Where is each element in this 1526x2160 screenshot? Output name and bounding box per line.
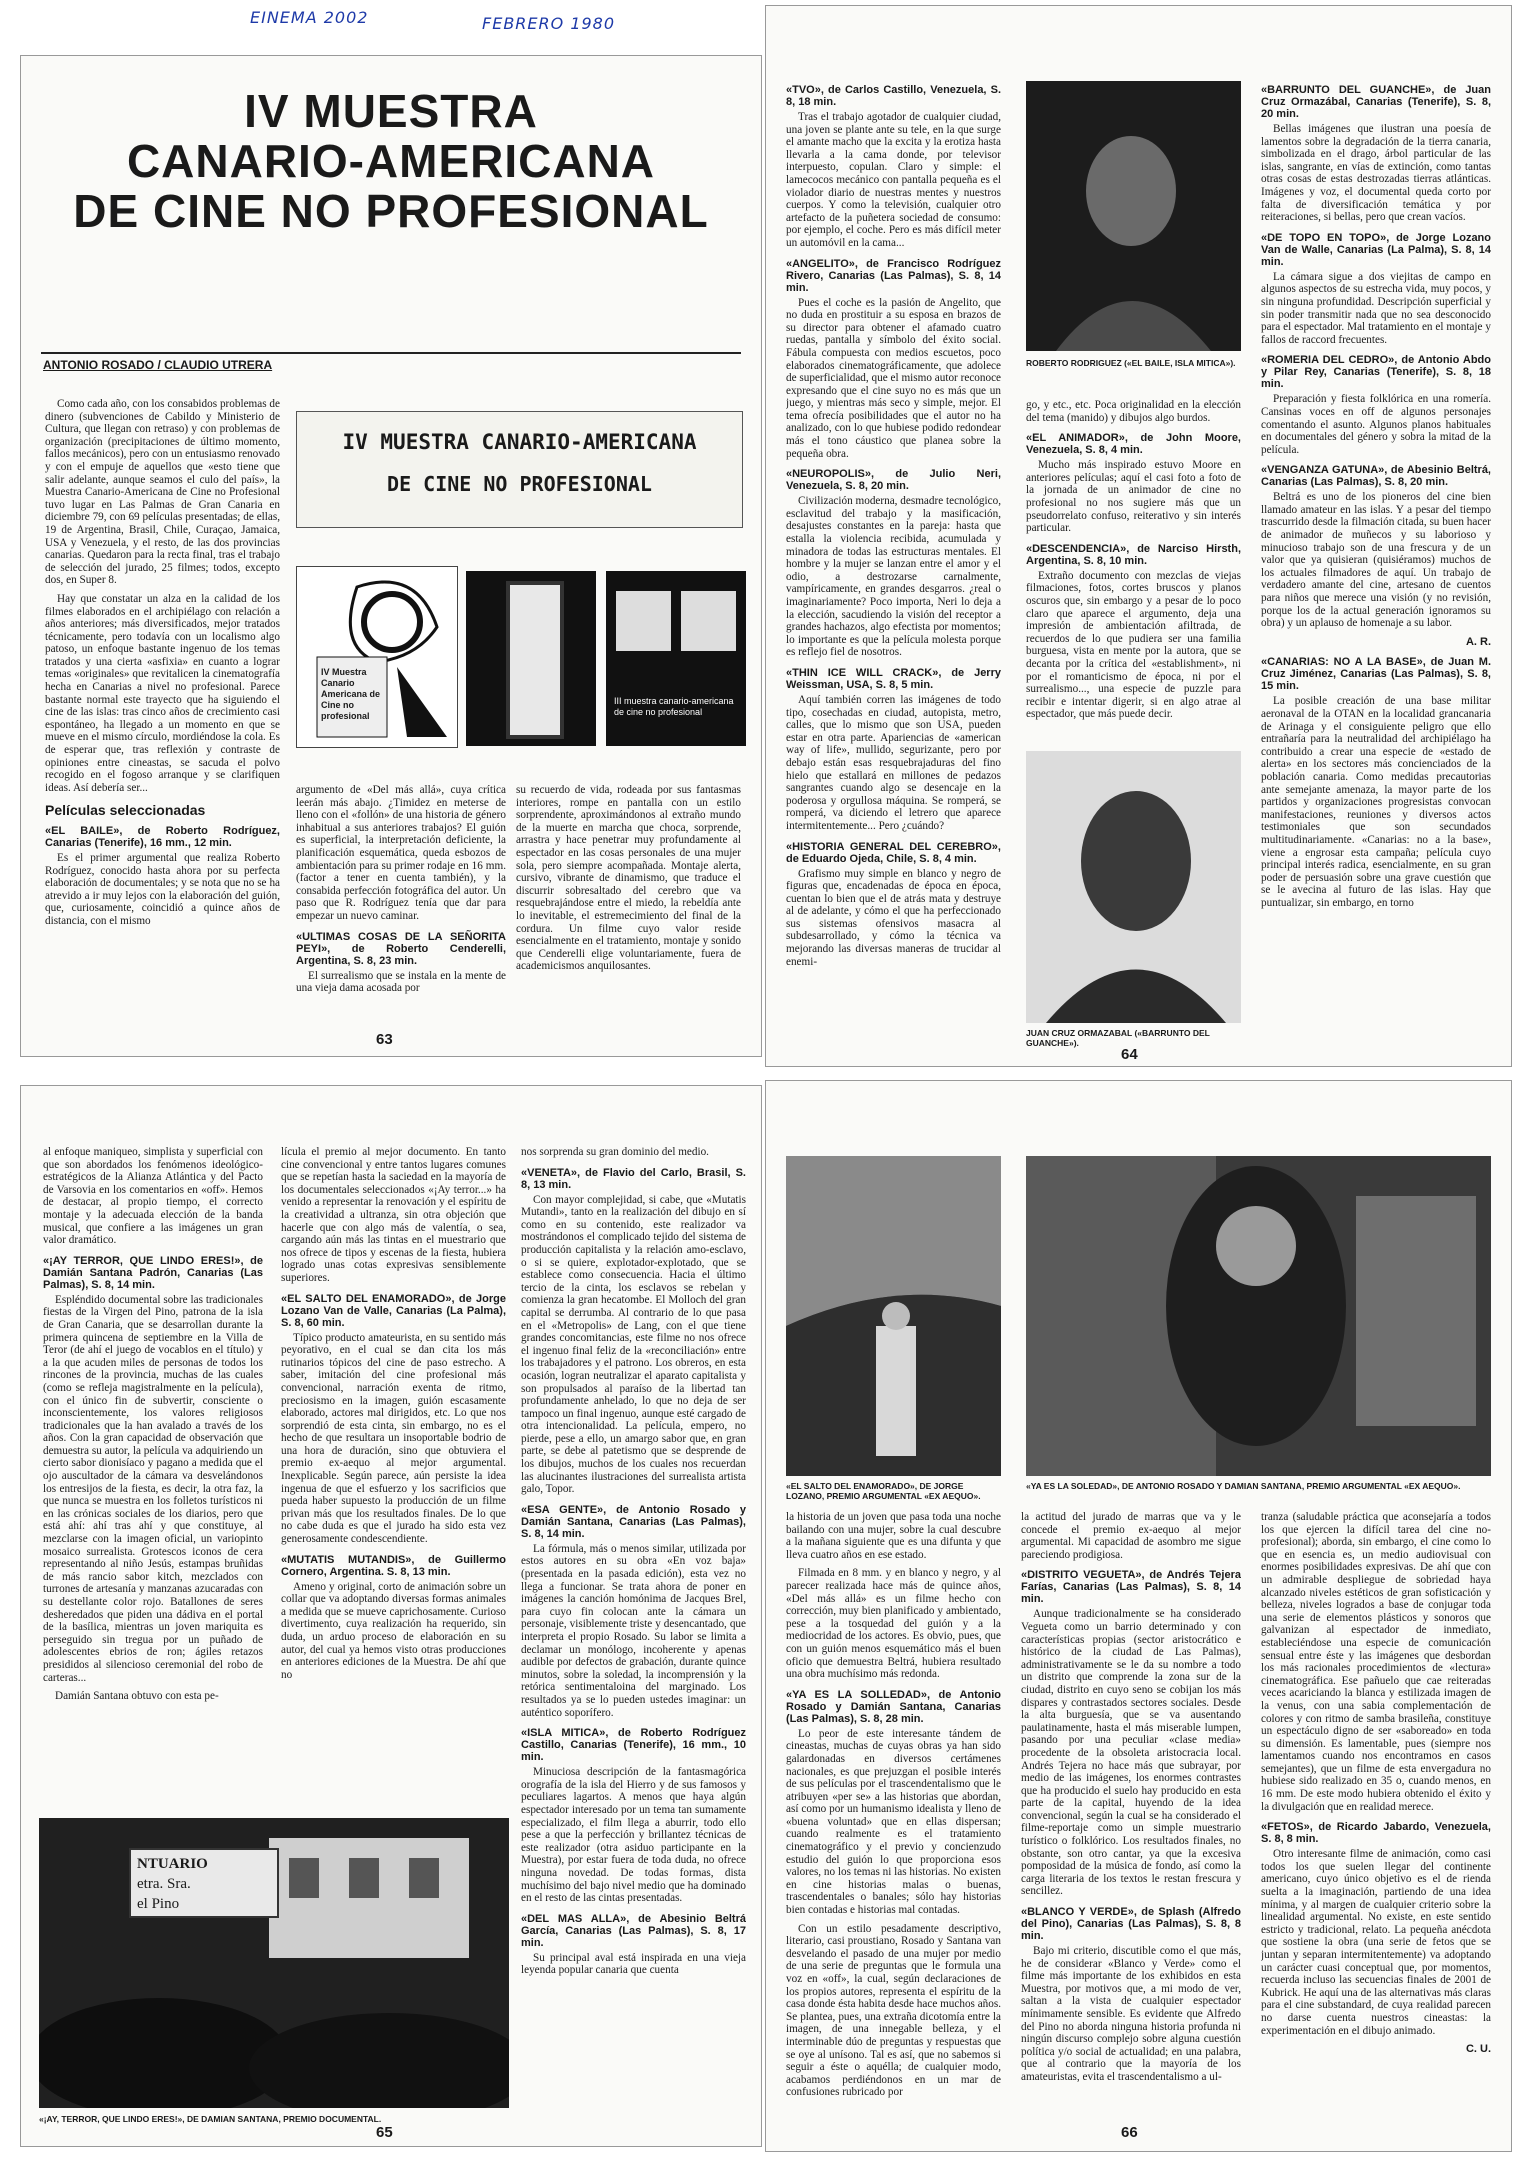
intro-paragraph: Hay que constatar un alza en la calidad de los filmes elaborados en el archipiélago con relación a años anteriores; más diversificados, mejor tratados técnicamente, pero todavía con un localismo algo patoso, un enfoque bastante ingenuo de los temas tratados y una cierta «asfixia» en cuanto a lograr temas «originales» que revitalicen la cinematografía hecha en Canarias a nivel no profesional. Parece bastante normal este trayecto que ha siguiendo el cine de las islas: tras cinco años de crecimiento casi espontáneo, ha llegado a un momento en que se mueve en el mismo círculo, mordiéndose la cola. Es de esperar que, tras reflexión y contraste de opiniones entre cineastas, se sacuda el polvo recogido en el fogoso arranque y se clarifiquen ideas. Así debería ser... <box>45 592 280 794</box>
review-heading: «ANGELITO», de Francisco Rodríguez Rivero, Canarias (Las Palmas), S. 8, 14 min. <box>786 257 1001 294</box>
review-text: El surrealismo que se instala en la mente de una vieja dama acosada por <box>296 969 506 995</box>
review-heading: «DESCENDENCIA», de Narciso Hirsth, Argentina, S. 8, 10 min. <box>1026 542 1241 567</box>
review-heading: «TVO», de Carlos Castillo, Venezuela, S. 8, 18 min. <box>786 84 1001 108</box>
portrait-illustration <box>1026 751 1241 1023</box>
article-column-2 <box>1026 399 1241 744</box>
portrait-photo-roberto-rodriguez <box>1026 81 1241 351</box>
poster-image-3 <box>606 571 746 746</box>
portrait-illustration <box>1026 81 1241 351</box>
poster-title-line-1: IV MUESTRA CANARIO-AMERICANA <box>342 430 697 454</box>
church-sign-line: NTUARIO <box>137 1856 208 1872</box>
church-sign-line: el Pino <box>137 1896 180 1912</box>
review-text: lícula el premio al mejor documento. En tanto cine convencional y entre tantos lugares comunes que se repetían hasta la saciedad en la mayoría de los documentales seleccionados «¡Ay terror...» ha venido a representar la renovación y el espíritu de la creatividad a ultranza, sin otra objeción que hacerle que con algo más de valentía, o sea, cargando aún más las tintas en el muestrario que nos ofrece de tipos y escenas de la fiesta, hubiera logrado unas cotas expresivas sensiblemente superiores. <box>281 1146 506 1284</box>
article-column-1 <box>43 1146 263 1811</box>
review-text: Lo peor de este interesante tándem de cineastas, muchas de cuyas obras ya han sido galardonadas en diversos certámenes nacionales, es que prejuzgan el posible interés de sus películas por el trascendentalismo que le atribuyen «per se» a las historias que abordan, así como por un humanismo idealista y lleno de «buena voluntad» que en ellas dispersan; cuando realmente es el tratamiento cinematográfico y el previo y concienzudo estudio del guión lo que proporciona esos valores, no los temas ni las historias. No existen en cine historias malas o buenas, trascendentales o banales; sólo hay historias bien contadas e historias mal contadas. <box>786 1727 1001 1917</box>
poster-title-line-2: DE CINE NO PROFESIONAL <box>387 472 652 496</box>
review-text: Damián Santana obtuvo con esta pe- <box>55 1690 219 1703</box>
review-heading: «VENETA», de Flavio del Carlo, Brasil, S. 8, 13 min. <box>521 1166 746 1191</box>
photo-caption: ROBERTO RODRIGUEZ («EL BAILE, ISLA MITICA»). <box>1026 358 1236 368</box>
poster-small-text: III muestra canario-americana de cine no profesional <box>614 696 734 717</box>
handwritten-note-left: EINEMA 2002 <box>250 8 369 27</box>
title-line-3: DE CINE NO PROFESIONAL <box>73 185 709 237</box>
review-heading: «HISTORIA GENERAL DEL CEREBRO», de Eduardo Ojeda, Chile, S. 8, 4 min. <box>786 840 1001 865</box>
article-column-3 <box>1261 1511 1491 2131</box>
review-heading: «BLANCO Y VERDE», de Splash (Alfredo del Pino), Canarias (Las Palmas), S. 8, 8 min. <box>1021 1906 1241 1943</box>
title-line-2: CANARIO-AMERICANA <box>126 135 656 187</box>
review-text: Beltrá es uno de los pioneros del cine bien llamado amateur en las islas. Y a pesar del tiempo trascurrido desde la filmación citada, su buen hacer de animador de muñecos y su laborioso y minucioso trabajo son de una frescura y de un valor que ya quisieran (quisiéramos) muchos de los actuales filmadores de aquí. Un trabajo de verdadero amante del cine, artesano de cuentos para niños que merece una visión (y no revisión, porque los de la actual generación ignoramos su obra) y un aplauso de homenaje a su labor. <box>1261 491 1491 630</box>
article-column-3 <box>516 784 741 1039</box>
article-column-1 <box>786 1511 1001 2131</box>
review-text: Bellas imágenes que ilustran una poesía de lamentos sobre la degradación de la tierra canaria, simbolizada en el drago, árbol particular de las islas, sangrante, en vías de extinción, como tantas otras cosas de estas destrozadas tierras atlánticas. Imágenes y voz, el documental queda corto por falta de diversificación temática y por reiteraciones, si bellas, pero que crean vacíos. <box>1261 123 1491 224</box>
review-text: Espléndido documental sobre las tradicionales fiestas de la Virgen del Pino, patrona de la isla de Gran Canaria, que se desarrollan durante la primera quincena de septiembre en la Villa de Teror (de ahí el juego de vocablos en el título) y a la que acuden miles de personas de todos los rincones de la provincia, muchas de las cuales (como se refleja magistralmente en la película), con el único fin de subvertir, consciente o inconscientemente, los valores religiosos tradicionales que la han avalado a través de los años. Con la gran capacidad de observación que demuestra su autor, la película va adquiriendo un cierto sabor dionisíaco y pagano a medida que el ojo auscultador de la cámara va desvelándonos los entresijos de la fiesta, es decir, la otra faz, la que nunca se muestra en los folletos turísticos ni en las crónicas sociales de los diarios, pero que está ahí: ahí tras ahí y que constituye, al mezclarse con la imagen oficial, un variopinto mosaico surrealista. Grotescos iconos de cera representando al niño Jesús, estampas bruñidas de más rancio sabor kitch, mezclados con turrones de artesanía y manzanas azucaradas con su destellante color rojo. Batallones de seres desheredados que piden una dádiva en el portal de la basílica, mientras un joven mariquita es perseguido sin tregua por un puñado de adolescentes ebrios de ron; ágiles retazos presididos al silencioso ceremonial del robo de carteras... <box>43 1293 263 1684</box>
photo-caption: «YA ES LA SOLEDAD», DE ANTONIO ROSADO Y DAMIAN SANTANA, PREMIO ARGUMENTAL «EX AEQUO». <box>1026 1481 1461 1491</box>
page-number: 66 <box>1121 2124 1138 2141</box>
review-heading: «BARRUNTO DEL GUANCHE», de Juan Cruz Ormazábal, Canarias (Tenerife), S. 8, 20 min. <box>1261 84 1491 120</box>
film-still-ya-es-la-soledad <box>1026 1156 1491 1476</box>
article-column-2 <box>296 784 506 1039</box>
review-heading: «THIN ICE WILL CRACK», de Jerry Weissman, USA, S. 8, 5 min. <box>786 666 1001 691</box>
title-line-1: IV MUESTRA <box>244 85 538 137</box>
filmstrip-frame <box>616 591 671 651</box>
review-text: Civilización moderna, desmadre tecnológico, esclavitud del trabajo y la masificación, desajustes constantes en la pareja: hasta que estalla la violencia recibida, acumulada y minadora de todas las estructuras mentales. El hombre y la mujer se lanzan entre el amor y el odio, a destrozarse carnalmente, vampíricamente, en grandes desgarros. ¿real o imaginariamente? Poco importa, Neri lo deja a la elección, sacudiendo la visión del receptor a grandes hachazos, algo efectista por momentos; lo importante es que la película molesta porque es reflejo fiel de nosotros. <box>786 495 1001 659</box>
page-63 <box>20 55 762 1057</box>
poster-small-text: IV Muestra Canario Americana de Cine no profesional <box>321 667 381 721</box>
film-still-illustration <box>786 1156 1001 1476</box>
poster-image-1 <box>296 566 458 748</box>
article-column-2 <box>281 1146 506 1811</box>
author-signature: C. U. <box>1465 2043 1491 2056</box>
filmstrip-frame <box>506 581 564 739</box>
article-column-1 <box>786 76 1001 1046</box>
review-heading: «FETOS», de Ricardo Jabardo, Venezuela, S. 8, 8 min. <box>1261 1821 1491 1846</box>
page-65 <box>20 1085 762 2147</box>
article-title <box>21 86 761 236</box>
byline-rule <box>41 352 741 354</box>
review-text: Tras el trabajo agotador de cualquier ciudad, una joven se plante ante su tele, en la que surge el amante macho que la excita y la erotiza hasta llevarla a la cama donde, por televisor interpuesto, copulan. Claro y simple: el lamecocos mecánico con pantalla pequeña es el violador diario de nuestras mentes y nuestros cuerpos. Y como la televisión, cualquier otro artefacto de la puñetera sociedad de consumo: por ejemplo, el coche. Pero es más difícil meter un automóvil en la cama... <box>786 111 1001 249</box>
intro-paragraph: Como cada año, con los consabidos problemas de dinero (subvenciones de Cabildo y Ministerio de Cultura, que llegan con retraso) y con problemas de organización (precipitaciones de último momento, fallos mecánicos), pero con un entusiasmo renovado y con el empuje de aquellos que «esto tiene que salir adelante, aunque seamos el culo del país», la Muestra Canario-Americana de Cine no Profesional tuvo lugar en Las Palmas de Gran Canaria en diciembre 79, con 69 películas presentadas; de ellas, 19 de Argentina, Brasil, Chile, Curaçao, Jamaica, USA y Venezuela, y el resto, de las dos provincias canarias. Quedaron para la recta final, tras el trabajo de selección del jurado, 25 filmes; todos, excepto dos, en Super 8. <box>45 398 280 587</box>
photo-caption: «¡AY, TERROR, QUE LINDO ERES!», DE DAMIAN SANTANA, PREMIO DOCUMENTAL. <box>39 2114 382 2124</box>
review-text: Bajo mi criterio, discutible como el que más, he de considerar «Blanco y Verde» como el filme más importante de los exhibidos en esta Muestra, por motivos que, a mi modo de ver, saltan a la vista de cualquier espectador mínimamente sensible. Es evidente que Alfredo del Pino no aborda ninguna historia profunda ni ningún discurso complejo sobre alguna cuestión política y/o social de actualidad; en una palabra, que al contrario que la mayoría de los amateuristas, evita el trascendentalismo a ul- <box>1021 1945 1241 2083</box>
review-text: La posible creación de una base militar aeronaval de la OTAN en la localidad grancanaria de Arinaga y el consiguiente peligro que ello entrañaría para la neutralidad del archipiélago ha contribuido a crear una especie de «estado de alerta» en los sectores más concienciados de la población canaria. Como medidas precautorias ante semejante amenaza, la mayor parte de los partidos y organizaciones progresistas convocan manifestaciones, reuniones y diversos actos testimoniales que son secundados multitudinariamente. «Canarias: no a la base», viene a engrosar esta campaña; película cuyo principal interés radica, esencialmente, en su gran poder de persuasión sobre una grave cuestión que se le avecina al futuro de las islas. Hay que puntualizar, sin embargo, en torno <box>1261 695 1491 909</box>
review-text: Aunque tradicionalmente se ha considerado Vegueta como un barrio determinado y con características propias (sector aristocrático e histórico de la ciudad de Las Palmas), administrativamente se le da su nombre a todo un distrito que comprende la zona sur de la ciudad, distrito en cuyo seno se cobijan los más dispares y contrastados sectores sociales. Desde la alta burguesía, que se va ausentando paulatinamente, hasta el más miserable lumpen, pasando por una peculiar «clase media» procedente de la obsoleta aristocracia local. Andrés Tejera no hace más que subrayar, por medio de las imágenes, los enormes contrastes que ha producido el suelo hay producido en esta parte de la capital, huyendo de la idea convencional, según la cual se ha considerado el filme-reportaje como un simple muestrario turístico o folklórico. Los resultados finales, no obstante, son otro cantar, ya que la excesiva pomposidad de la música de fondo, así como la carga literaria de los textos le restan frescura y sencillez. <box>1021 1608 1241 1898</box>
review-text: al enfoque maniqueo, simplista y superficial con que son abordados los fenómenos ideológico-estratégicos de la Alianza Atlántica y del Pacto de Varsovia en los comentarios en «off». Hemos de destacar, al propio tiempo, el correcto montaje y la adecuada elección de la banda musical, que confiere a las imágenes un gran valor dramático. <box>43 1146 263 1247</box>
review-heading: «DISTRITO VEGUETA», de Andrés Tejera Farías, Canarias (Las Palmas), S. 8, 14 min. <box>1021 1569 1241 1606</box>
review-heading: «ROMERIA DEL CEDRO», de Antonio Abdo y Pilar Rey, Canarias (Tenerife), S. 8, 18 min. <box>1261 354 1491 391</box>
review-heading: «VENGANZA GATUNA», de Abesinio Beltrá, Canarias (Las Palmas), S. 8, 20 min. <box>1261 464 1491 489</box>
film-still-illustration <box>1026 1156 1491 1476</box>
review-text: Extraño documento con mezclas de viejas filmaciones, fotos, cortes bruscos y planos oscuros que, sin embargo y a pesar de lo poco claro que aparece el argumento, deja una impresión de ambientación afiltrada, de recuerdos de lo que pudiera ser una familia burguesa, vista en mente por la autora, que se decanta por la crítica del «establishment», ni por el romanticismo de época, ni por el surrealismo..., una especie de puzzle para recibir e intentar digerir, si en algo atrae al espectador, que más puede decir. <box>1026 569 1241 721</box>
review-text: nos sorprenda su gran dominio del medio. <box>521 1146 709 1158</box>
review-heading: «EL SALTO DEL ENAMORADO», de Jorge Lozano Van de Valle, Canarias (La Palma), S. 8, 60 min. <box>281 1292 506 1329</box>
review-heading: «¡AY TERROR, QUE LINDO ERES!», de Damián Santana Padrón, Canarias (Las Palmas), S. 8, 14 min. <box>43 1254 263 1291</box>
article-column-2 <box>1021 1511 1241 2131</box>
portrait-photo-juan-cruz-ormazabal <box>1026 751 1241 1023</box>
review-heading: «DE TOPO EN TOPO», de Jorge Lozano Van de Walle, Canarias (La Palma), S. 8, 14 min. <box>1261 231 1491 268</box>
photo-caption: JUAN CRUZ ORMAZABAL («BARRUNTO DEL GUANCHE»). <box>1026 1028 1210 1048</box>
review-text: Su principal aval está inspirada en una vieja leyenda popular canaria que cuenta <box>521 1951 746 1977</box>
review-text: Ameno y original, corto de animación sobre un collar que va adoptando diversas formas animales a medida que se mueve caprichosamente. Curioso divertimento, cuya realización ha requerido, sin duda, un arduo proceso de elaboración en su autor, del cual ya hemos visto otras producciones en anteriores ediciones de la Muestra. De ahí que no <box>281 1580 506 1681</box>
intro-column <box>45 398 280 1038</box>
review-text: Mucho más inspirado estuvo Moore en anteriores películas; aquí el casi foto a foto de la jornada de un animador de cine no profesional no nos sugiere más que un pseudorrelato confuso, reiterativo y sin interés particular. <box>1026 459 1241 535</box>
review-text: Otro interesante filme de animación, como casi todos los que suelen llegar del continente americano, cuyo único objetivo es el de rienda suelta a la imaginación, partiendo de una idea mínima, y al margen de cualquier criterio sobre la linealidad argumental. No existe, en este sentido estricto y tradicional, relato. La pequeña anécdota que sostiene la obra (una serie de fetos que se juntan y separan intermitentemente) va adoptando un carácter cuasi conceptual que, por momentos, recuerda incluso las secuencias finales de 2001 de Kubrick. He aquí una de las alternativas más claras para el cine substandard, de cuya realidad parecen no darse cuenta nuestros cineastas: la experimentación en el dibujo animado. <box>1261 1848 1491 2037</box>
review-heading: «YA ES LA SOLLEDAD», de Antonio Rosado y Damián Santana, Canarias (Las Palmas), S. 8, 28 min. <box>786 1688 1001 1725</box>
review-text: argumento de «Del más allá», cuya crítica leerán más abajo. ¿Timidez en meterse de lleno con el «follón» de una historia de género inhabitual a sus anteriores trabajos? El guión es superficial, la interpretación deficiente, la planificación esquemática, queda esbozos de ambientación para su primer rodaje en 16 mm. (factor a tener en cuenta también), y la consabida perfección fotográfica del autor. Un paso que R. Rodríguez tenía que dar para empezar un nuevo caminar. <box>296 784 506 922</box>
poster-image-2 <box>466 571 596 746</box>
review-heading: «MUTATIS MUTANDIS», de Guillermo Cornero, Argentina. S. 8, 13 min. <box>281 1553 506 1578</box>
article-column-3 <box>521 1146 746 2121</box>
filmstrip-frame <box>681 591 736 651</box>
handwritten-note-right: FEBRERO 1980 <box>482 14 616 33</box>
review-text: la historia de un joven que pasa toda una noche bailando con una mujer, sobre la cual descubre a la mañana siguiente que es una difunta y que lleva cuatro años en ese estado. <box>786 1511 1001 1561</box>
page-64 <box>765 5 1512 1067</box>
author-signature: A. R. <box>1465 635 1491 648</box>
byline: ANTONIO ROSADO / CLAUDIO UTRERA <box>43 358 273 372</box>
review-text: Grafismo muy simple en blanco y negro de figuras que, encadenadas de época en época, cuentan lo bien que el de atrás mata y destruye al de adelante, y cómo el que ha perfeccionado sus sistemas ofensivos masacra al subdesarrollado, y cómo la técnica va mejorando las diversas maneras de trucidar al enemi- <box>786 867 1001 968</box>
section-heading: Películas seleccionadas <box>45 802 206 819</box>
review-heading: «ESA GENTE», de Antonio Rosado y Damián Santana, Canarias (Las Palmas), S. 8, 14 min. <box>521 1503 746 1540</box>
review-heading: «NEUROPOLIS», de Julio Neri, Venezuela, S. 8, 20 min. <box>786 468 1001 493</box>
review-text: Filmada en 8 mm. y en blanco y negro, y al parecer realizada hace más de quince años, «Del más allá» es un filme hecho con corrección, muy bien planificado y ambientado, pese a la tosquedad del guión y a la mediocridad de los actores. Es obvio, pues, que con un guión menos esquemático más el buen oficio que demuestra Beltrá, hubiera resultado una obra muchísimo más redonda. <box>786 1567 1001 1681</box>
page-number: 63 <box>376 1031 393 1048</box>
poster-banner <box>296 411 743 528</box>
review-text: la actitud del jurado de marras que va y le concede el premio ex-aequo al mejor argumental. Mi capacidad de asombro me sigue pareciendo prodigiosa. <box>1021 1511 1241 1561</box>
review-text: Típico producto amateurista, en su sentido más peyorativo, en el cual se dan cita los más rutinarios tópicos del cine de paso estrecho. A saber, imitación del cine profesional más convencional, narración exenta de ritmo, preciosismo en la imagen, guión escasamente elaborado, actores mal dirigidos, etc. Lo que nos sorprendió de esta cinta, sin embargo, no es el hecho de que resultara un insoportable bodrio de una hora de duración, sino que obtuviera el premio ex-aequo al mejor argumental. Inexplicable. Según parece, aún persiste la idea ingenua de que el esfuerzo y los sacrificios que pueda haber supuesto la producción de un filme privan más que los resultados finales. De lo que no cabe duda es que el jurado ha sido esta vez generosamente condescendiente. <box>281 1331 506 1546</box>
review-text: su recuerdo de vida, rodeada por sus fantasmas interiores, rompe en pantalla con un estilo sorprendente, aproximándonos al extraño mundo de la muerte en marcha que choca, sorprende, arrastra y hace penetrar muy profundamente al espectador en las cosas personales de una mujer sola, pero siempre acompañada. Montaje alerta, cursivo, vibrante de dinamismo, que traduce el discurrir sobresaltado del cerebro que va resquebrajándose entre el miedo, la rebeldía ante lo inevitable, el estremecimiento del final de la cordura. Un filme cuyo valor reside esencialmente en el tratamiento, montaje y sonido que Cenderelli elige voluntariamente, fuera de academicismos anquilosantes. <box>516 784 741 973</box>
film-still-el-salto-del-enamorado <box>786 1156 1001 1476</box>
review-text: Con mayor complejidad, si cabe, que «Mutatis Mutandi», tanto en la realización del dibujo en sí como en su contenido, este realizador va mostrándonos el complicado tejido del sistema de producción capitalista y la relación amo-esclavo, o si se quiere, explotador-explotado, que se establece como consecuencia. Hacia el último tercio de la cinta, los esclavos se rebelan y comienza la gran hecatombe. El Molloch del gran capital se derrumba. Al contrario de lo que pasa en el «Metropolis» de Lang, con el que tiene grandes concomitancias, este filme no nos ofrece el ingenuo final feliz de la «reconciliación» entre los trabajadores y el patrono. Los obreros, en esta ocasión, logran neutralizar el aparato capitalista y son propulsados al paraíso de la libertad tan profundamente anhelado, lo que no deja de ser tampoco un final ingenuo, aunque esté cargado de otra intencionalidad. La película, empero, no pierde, pese a ello, un amargo sabor que, en gran parte, se debe al patetismo que se desprende de los dibujos, muchos de los cuales nos recuerdan las alucinantes ilustraciones del surrealista artista galo, Topor. <box>521 1193 746 1496</box>
review-heading: «ISLA MITICA», de Roberto Rodríguez Castillo, Canarias (Tenerife), 16 mm., 10 min. <box>521 1727 746 1764</box>
church-sign-line: etra. Sra. <box>137 1876 191 1892</box>
page-number: 64 <box>1121 1046 1138 1063</box>
page-number: 65 <box>376 2124 393 2141</box>
review-heading: «EL ANIMADOR», de John Moore, Venezuela, S. 8, 4 min. <box>1026 432 1241 457</box>
page-66 <box>765 1080 1512 2152</box>
review-text: Es el primer argumental que realiza Roberto Rodríguez, conocido hasta ahora por su perfecta elaboración de documentales; y se nota que no se ha atrevido a ir muy lejos con la elaboración del guión, que, curiosamente, coincidió a quince años de distancia, con el mismo <box>45 852 280 927</box>
review-heading: «EL BAILE», de Roberto Rodríguez, Canarias (Tenerife), 16 mm., 12 min. <box>45 825 280 849</box>
review-text: go, y etc., etc. Poca originalidad en la elección del tema (manido) y dibujos algo burdos. <box>1026 399 1241 424</box>
review-heading: «CANARIAS: NO A LA BASE», de Juan M. Cruz Jiménez, Canarias (Las Palmas), S. 8, 15 min. <box>1261 656 1491 693</box>
festival-crowd-photo <box>39 1818 509 2108</box>
review-text: Minuciosa descripción de la fantasmagórica orografía de la isla del Hierro y de sus famosos y peculiares lagartos. A menos que haya algún espectador interesado por un tema tan sumamente especializado, el film llega a aburrir, todo ello pese a que la perfección y brillantez técnicas de este realizador (otra asiduo participante en la Muestra), por estar fuera de toda duda, no ofrece ninguna novedad. De todas formas, dista muchísimo del bajo nivel medio que ha dominado en el resto de las cintas presentadas. <box>521 1766 746 1905</box>
review-heading: «DEL MAS ALLA», de Abesinio Beltrá García, Canarias (Las Palmas), S. 8, 17 min. <box>521 1912 746 1949</box>
church-sign <box>129 1848 279 1918</box>
review-text: Con un estilo pesadamente descriptivo, literario, casi proustiano, Rosado y Santana van desvelando el pasado de una mujer por medio de una serie de preguntas que le formula una voz en «off», la cual, según declaraciones de los propios autores, representa el espíritu de la casa donde ésta habita desde hace muchos años. Se plantea, pues, una extraña dicotomía entre la imagen, de una innegable belleza, y el interminable dúo de preguntas y respuestas que se oye al unísono. Tal es así, que no sabemos si seguir a éste o aquélla; de cualquier modo, acabamos perdiéndonos en un mar de confusiones rubricado por <box>786 1922 1001 2099</box>
review-text: Aquí también corren las imágenes de todo tipo, cosechadas en ciudad, autopista, metro, calles, que lo mismo que son USA, pueden estar en otra parte. Apariencias de «american way of life», mullido, segurizante, pero por debajo están esas resquebrajaduras del fino hielo que estallará en millones de pedazos sangrantes cuando algo se desencaje en la poderosa y orgullosa máquina. Se romperá, se romperá, va diciendo el letrero que aparece intermitentemente... Pero ¿cuándo? <box>786 693 1001 832</box>
article-column-3 <box>1261 76 1491 1046</box>
review-text: La fórmula, más o menos similar, utilizada por estos autores en su obra «En voz baja» (presentada en la pasada edición), esta vez no llega a funcionar. Se trata ahora de poner en imágenes la canción homónima de Jacques Brel, para cuyo fin colocan ante la cámara un personaje, visiblemente triste y desencantado, que interpreta el propio Rosado. Su labor se limita a declamar un monólogo, incoherente y apenas audible por defectos de grabación, durante quince minutos, sobre la soledad, la incomprensión y la retórica sentimentaloina del marginado. Los resultados ya se lo pueden ustedes imaginar: un auténtico soporífero. <box>521 1542 746 1719</box>
review-heading: «ULTIMAS COSAS DE LA SEÑORITA PEYI», de Roberto Cenderelli, Argentina, S. 8, 23 min. <box>296 930 506 967</box>
photo-caption: «EL SALTO DEL ENAMORADO», DE JORGE LOZANO, PREMIO ARGUMENTAL «EX AEQUO». <box>786 1481 981 1501</box>
review-text: tranza (saludable práctica que aconsejaría a todos los que ejercen la difícil tarea del cine no-profesional); aborda, sin embargo, el cine como lo que en esencia es, un medio audiovisual con enormes posibilidades expresivas. De ahí que con un admirable despliegue de sobriedad haya alcanzado niveles estéticos de gran sofisticación y belleza, niveles logrados a base de conjugar toda una serie de elementos plásticos y sonoros que galvanizan al espectador de inmediato, estableciéndose una especie de comunicación sensual entre éste y las imágenes que desbordan los más racionales procedimientos de «lectura» cinematográfica. Ese pañuelo que cae reiteradas veces acariciando la blanca y estilizada imagen de la venus, con una sabia complementación de colores y con ritmo de samba brasileña, constituye un espectáculo digno de ser «saboreado» en toda su dimensión. Es lamentable, pues (siempre nos lamentamos cuando nos encontramos en casos semejantes), que un filme de esta envergadura no hubiese sido realizado en 35 o, cuando menos, en 16 mm. De este modo hubiera obtenido el éxito y la divulgación que en realidad merece. <box>1261 1511 1491 1813</box>
review-text: La cámara sigue a dos viejitas de campo en algunos aspectos de su estrecha vida, muy pocos, y sin ninguna profundidad. Descripción superficial y sin poder transmitir nada que no sea desconocido para el espectador. Mal tratamiento en el montaje y fallos de raccord frecuentes. <box>1261 270 1491 346</box>
review-text: Preparación y fiesta folklórica en una romería. Cansinas voces en off de algunos personajes comentando el asunto. Algunos planos habituales en documentales del género y sobra la mitad de la película. <box>1261 393 1491 456</box>
review-text: Pues el coche es la pasión de Angelito, que no duda en prostituir a su esposa en brazos de su director para obtener el afamado cuatro ruedas, pantalla y símbolo del éxito social. Fábula compuesta con medios escuetos, poco elaborados cinematográficamente, que adolece de superficialidad, que el mismo autor reconoce expresando que el cine suyo no es más que un juego, y mientras más seco y simple, mejor. El tema ofrecía posibilidades que el autor no ha analizado, con lo que hubiese podido redondear más el tono cáustico que planea sobre la pequeña obra. <box>786 296 1001 460</box>
